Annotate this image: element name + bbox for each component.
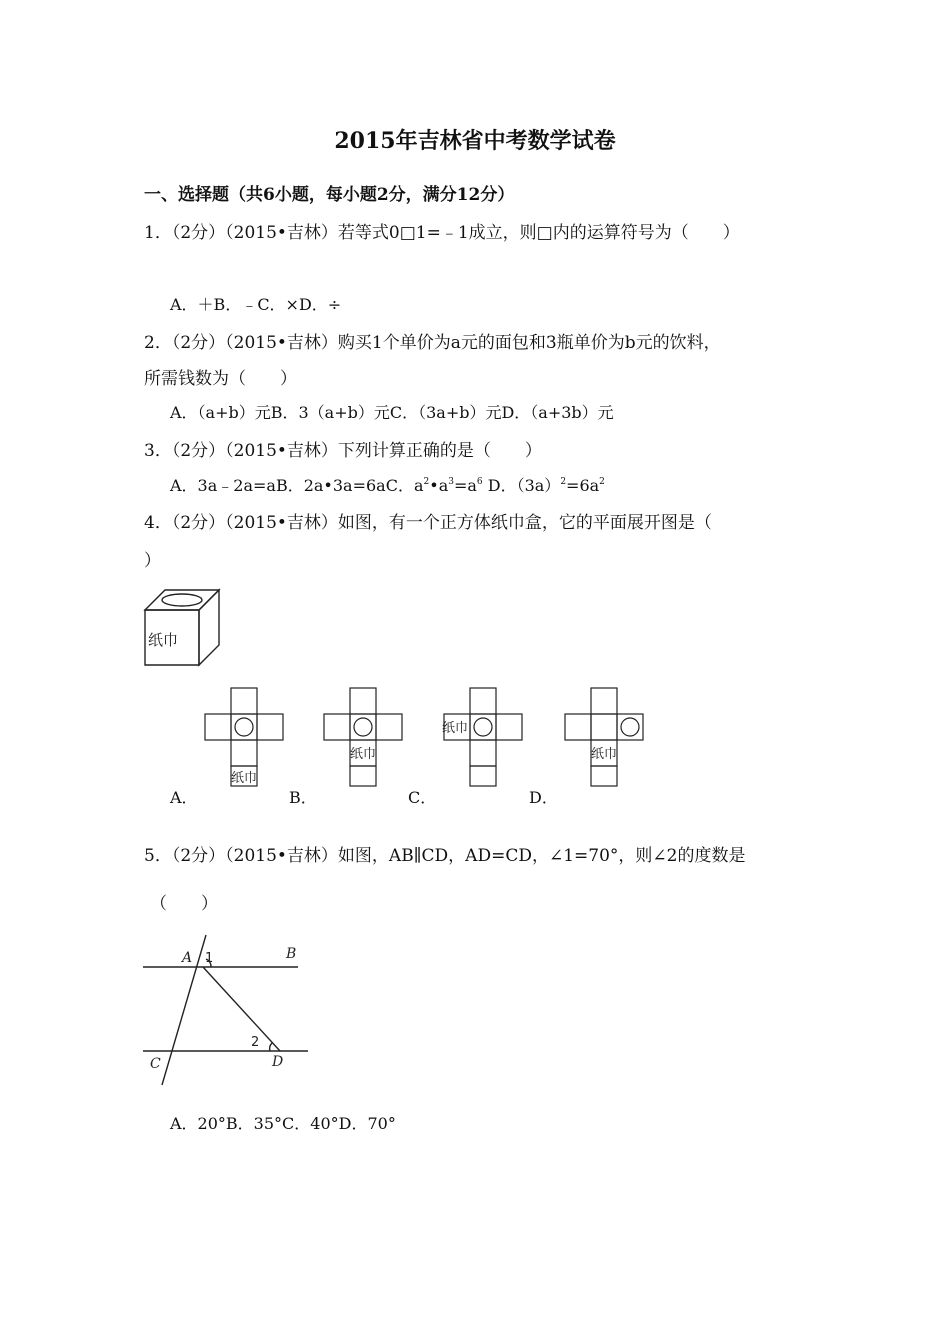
box-label: 纸巾 bbox=[148, 631, 179, 649]
option-c: C．$a^2•a^3=a^6$ bbox=[385, 476, 483, 495]
point-a-label: A bbox=[182, 950, 193, 966]
option-label-b: B． bbox=[289, 788, 317, 807]
question-5-stem-line1: 5．（2分）（2015•吉林）如图，AB∥CD，AD=CD，∠1=70°，则∠2的度数是 bbox=[144, 846, 746, 866]
net-label: 纸巾 bbox=[442, 721, 469, 736]
net-label: 纸巾 bbox=[231, 771, 258, 786]
net-option-b bbox=[322, 686, 404, 790]
question-3-stem: 3．（2分）（2015•吉林）下列计算正确的是（ ） bbox=[144, 441, 542, 461]
net-option-a bbox=[203, 686, 285, 790]
point-b-label: B bbox=[286, 946, 297, 962]
option-d: D．$(3a)^2=6a^2$ bbox=[487, 476, 605, 495]
question-1-options: A．＋B．﹣C．×D．÷ bbox=[170, 295, 342, 314]
angle-2-arc bbox=[270, 1043, 272, 1051]
question-4-stem-line1: 4．（2分）（2015•吉林）如图，有一个正方体纸巾盒，它的平面展开图是（ bbox=[144, 513, 712, 533]
option-label-d: D． bbox=[529, 788, 558, 807]
question-2-stem-line2: 所需钱数为（ ） bbox=[144, 369, 297, 389]
angle-2-label: 2 bbox=[251, 1035, 260, 1050]
question-3-options bbox=[170, 473, 605, 496]
question-2-stem-line1: 2．（2分）（2015•吉林）购买1个单价为a元的面包和3瓶单价为b元的饮料， bbox=[144, 333, 721, 353]
point-c-label: C bbox=[150, 1056, 161, 1072]
question-5-stem-line2: （ ） bbox=[150, 894, 218, 914]
tissue-box-figure bbox=[140, 585, 230, 671]
geometry-figure bbox=[140, 930, 315, 1090]
question-4-stem-line2: ） bbox=[144, 551, 161, 571]
option-label-c: C． bbox=[408, 788, 437, 807]
option-a: A．3a﹣2a=a bbox=[170, 476, 276, 495]
angle-1-label: 1 bbox=[205, 951, 214, 966]
page-title: 2015年吉林省中考数学试卷 bbox=[334, 128, 616, 154]
question-5-options: A．20°B．35°C．40°D．70° bbox=[170, 1114, 396, 1133]
option-b: B．2a•3a=6a bbox=[275, 476, 386, 495]
question-1-stem: 1．（2分）（2015•吉林）若等式0□1=﹣1成立，则□内的运算符号为（ ） bbox=[144, 223, 740, 243]
net-label: 纸巾 bbox=[350, 747, 377, 762]
option-label-a: A． bbox=[170, 788, 198, 807]
question-2-options: A．（a+b）元B．3（a+b）元C．（3a+b）元D．（a+3b）元 bbox=[170, 403, 614, 422]
net-label: 纸巾 bbox=[591, 747, 618, 762]
point-d-label: D bbox=[272, 1054, 284, 1070]
net-option-d bbox=[563, 686, 645, 790]
segment-ad bbox=[203, 967, 280, 1051]
net-option-c bbox=[442, 686, 524, 790]
section-heading: 一、选择题（共6小题，每小题2分，满分12分） bbox=[144, 185, 515, 205]
